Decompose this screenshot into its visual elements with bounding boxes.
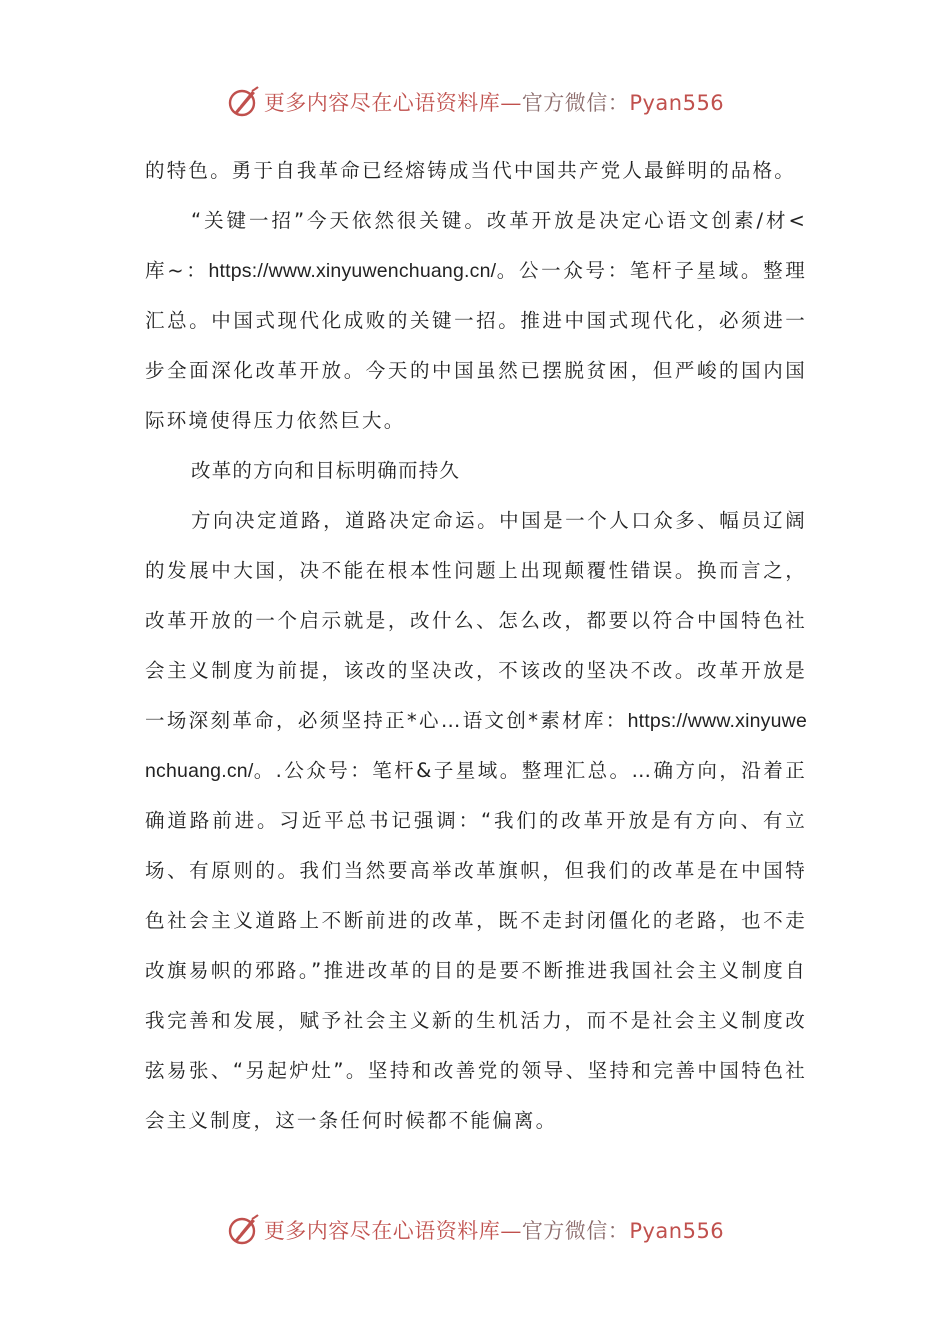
quill-logo-icon	[226, 1213, 260, 1247]
footer-banner	[0, 1210, 950, 1250]
section-heading: 改革的方向和目标明确而持久	[191, 459, 461, 482]
banner-main-text: 更多内容尽在心语资料库	[263, 1219, 501, 1243]
paragraph-2-text-b: 。公一众号：笔杆子星域。整理汇总。中国式现代化成败的关键一招。推进中国式现代化，必须进一步全面深化改革开放。今天的中国虽然已摆脱贫困，但严峻的国内国际环境使得压力依然巨大。	[145, 259, 807, 432]
paragraph-2-text-a: “关键一招”今天依然很关键。改革开放是决定心语文创素/材<库~：	[145, 209, 807, 282]
paragraph-2-url: https://www.xinyuwenchuang.cn/	[208, 260, 497, 282]
paragraph-4-url: https://www.xinyuwenchuang.cn/	[145, 710, 807, 782]
banner-brand-text: Pyan556	[629, 91, 725, 115]
banner-text	[264, 1215, 724, 1245]
banner-main-text: 更多内容尽在心语资料库	[263, 91, 501, 115]
banner-sub-text: 官方微信：	[521, 1219, 630, 1243]
paragraph-2	[145, 196, 807, 446]
document-body	[145, 146, 807, 1146]
header-banner	[0, 82, 950, 122]
quill-logo-icon	[226, 85, 260, 119]
paragraph-4	[145, 496, 807, 1146]
banner-brand-text: Pyan556	[629, 1219, 725, 1243]
paragraph-4-text-b: 。.公众号：笔杆&子星域。整理汇总。…确方向，沿着正确道路前进。习近平总书记强调：“我们的改革开放是有方向、有立场、有原则的。我们当然要高举改革旗帜，但我们的改革是在中国特色社会主义道路上不断前进的改革，既不走封闭僵化的老路，也不走改旗易帜的邪路。”推进改革的目的是要不断推进我国社会主义制度自我完善和发展，赋予社会主义新的生机活力，而不是社会主义制度改弦易张、“另起炉灶”。坚持和改善党的领导、坚持和完善中国特色社会主义制度，这一条任何时候都不能偏离。	[145, 759, 807, 1132]
paragraph-4-text-a: 方向决定道路，道路决定命运。中国是一个人口众多、幅员辽阔的发展中大国，决不能在根本性问题上出现颠覆性错误。换而言之，改革开放的一个启示就是，改什么、怎么改，都要以符合中国特色社会主义制度为前提，该改的坚决改，不该改的坚决不改。改革开放是一场深刻革命，必须坚持正*心…语文创*素材库：	[145, 509, 807, 732]
banner-dash: —	[500, 91, 522, 115]
paragraph-1: 的特色。勇于自我革命已经熔铸成当代中国共产党人最鲜明的品格。	[145, 159, 797, 182]
banner-text	[264, 87, 724, 117]
banner-sub-text: 官方微信：	[521, 91, 630, 115]
banner-dash: —	[500, 1219, 522, 1243]
